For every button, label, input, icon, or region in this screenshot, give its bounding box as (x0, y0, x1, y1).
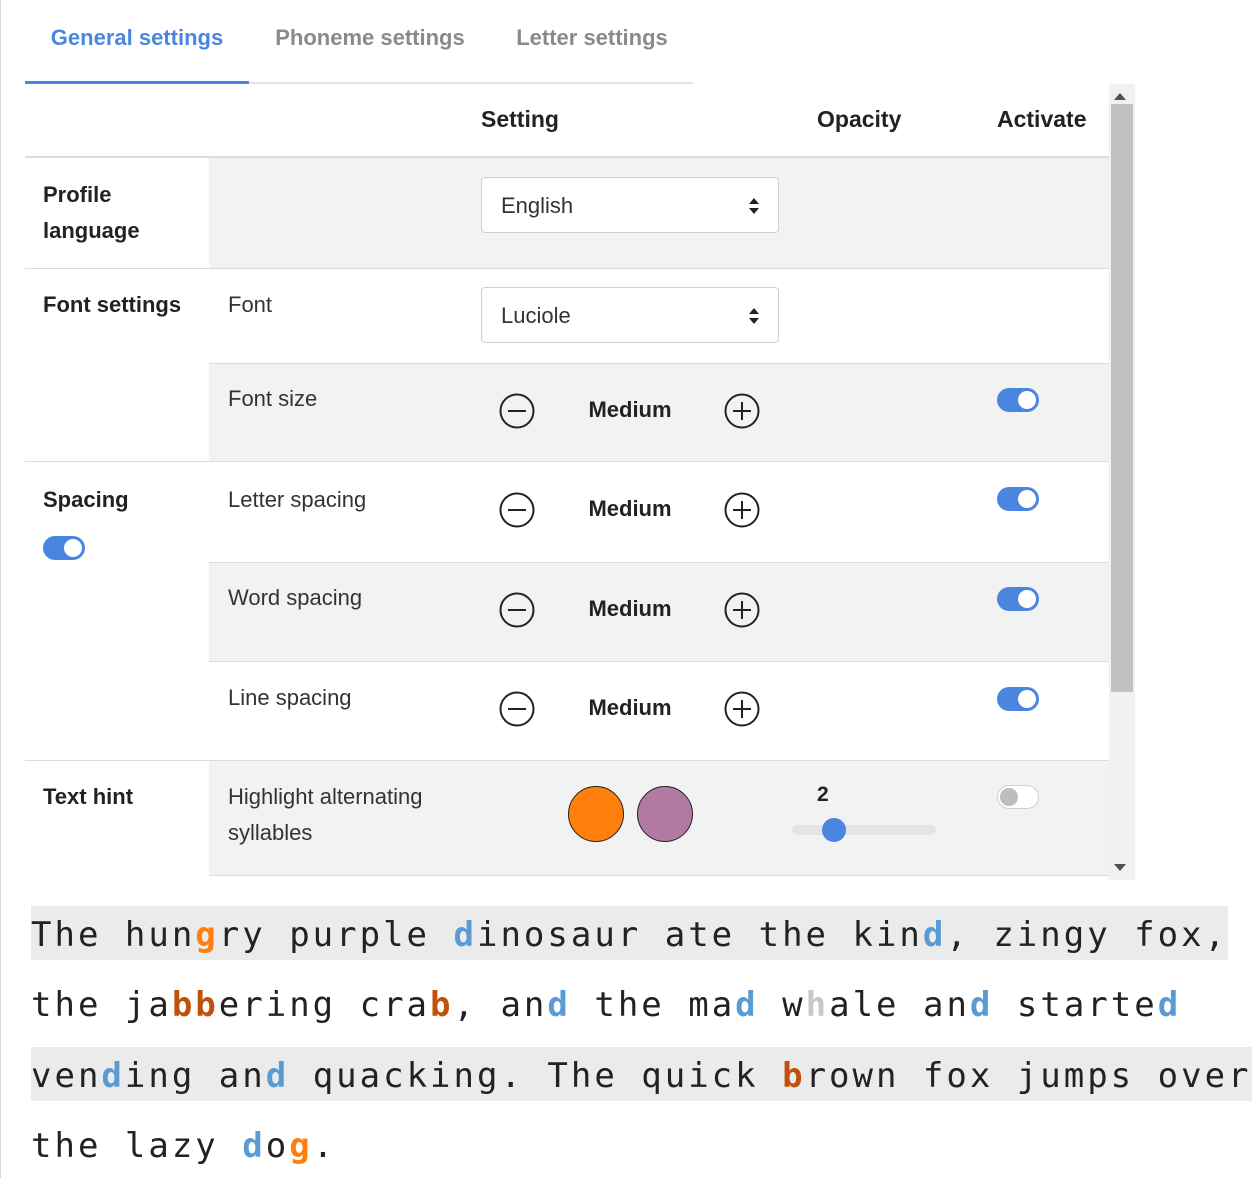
preview-text: starte (993, 985, 1158, 1025)
preview-text: quacking. The quick (289, 1056, 783, 1096)
profile-language-label: Profile language (43, 182, 140, 243)
highlighted-letter: h (805, 985, 830, 1025)
preview-text: ry purple (218, 915, 454, 955)
left-border (0, 0, 1, 1178)
preview-text: w (758, 985, 806, 1025)
line-spacing-label: Line spacing (228, 685, 352, 710)
letter-spacing-toggle[interactable] (997, 487, 1039, 511)
word-spacing-toggle[interactable] (997, 587, 1039, 611)
font-size-label: Font size (228, 386, 318, 411)
preview-text: o (265, 1126, 290, 1166)
preview-text: The hun (31, 915, 196, 955)
select-arrows-icon (748, 197, 760, 215)
select-arrows-icon (748, 307, 760, 325)
font-size-toggle[interactable] (997, 388, 1039, 412)
highlighted-letter: g (289, 1126, 313, 1166)
highlighted-letter: b (430, 985, 454, 1025)
highlighted-letter: g (195, 915, 219, 955)
font-size-increase-icon[interactable] (724, 393, 760, 429)
highlighted-letter: d (265, 1056, 290, 1096)
highlighted-letter: d (101, 1056, 125, 1096)
highlight-syllables-toggle[interactable] (997, 785, 1039, 809)
preview-text: ven (31, 1056, 102, 1096)
highlight-syllables-label: Highlight alternating syllables (228, 784, 423, 845)
font-value: Luciole (501, 303, 571, 328)
word-spacing-decrease-icon[interactable] (499, 592, 535, 628)
line-spacing-value: Medium (588, 695, 672, 720)
highlighted-letter: d (1157, 985, 1182, 1025)
tab-letter-settings[interactable]: Letter settings (516, 25, 668, 50)
preview-text: ering cra (218, 985, 431, 1025)
highlighted-letter: d (453, 915, 477, 955)
preview-line (31, 906, 1228, 960)
font-label: Font (228, 292, 273, 317)
header-setting: Setting (481, 106, 559, 132)
preview-line (31, 1047, 1252, 1101)
scrollbar-thumb[interactable] (1111, 104, 1133, 692)
syllable-color-2[interactable] (637, 786, 693, 842)
highlighted-letter: bb (171, 985, 219, 1025)
line-spacing-toggle[interactable] (997, 687, 1039, 711)
row-profile-language (25, 158, 1109, 268)
highlighted-letter: d (735, 985, 759, 1025)
preview-text: ale an (829, 985, 970, 1025)
spacing-label: Spacing (43, 487, 129, 512)
font-size-value: Medium (588, 397, 672, 422)
table-header (25, 84, 1109, 158)
preview-text: the lazy (31, 1126, 243, 1166)
highlighted-letter: d (242, 1126, 266, 1166)
row-spacing (25, 461, 1109, 761)
row-font-settings (25, 268, 1109, 462)
line-spacing-decrease-icon[interactable] (499, 691, 535, 727)
word-spacing-value: Medium (588, 596, 672, 621)
letter-spacing-increase-icon[interactable] (724, 492, 760, 528)
preview-text: the ma (570, 985, 736, 1025)
header-opacity: Opacity (817, 106, 902, 132)
word-spacing-increase-icon[interactable] (724, 592, 760, 628)
tab-phoneme-settings[interactable]: Phoneme settings (275, 25, 465, 50)
preview-text: rown fox jumps over (805, 1056, 1252, 1096)
opacity-slider-thumb[interactable] (822, 818, 846, 842)
tab-general-settings[interactable]: General settings (25, 0, 249, 82)
highlighted-letter: d (922, 915, 947, 955)
preview-text: inosaur ate the kin (476, 915, 923, 955)
highlighted-letter: d (969, 985, 994, 1025)
highlighted-letter: b (782, 1056, 806, 1096)
scroll-down-icon[interactable] (1114, 864, 1126, 871)
letter-spacing-label: Letter spacing (228, 487, 367, 512)
settings-table (25, 84, 1109, 880)
opacity-value: 2 (817, 783, 829, 806)
letter-spacing-decrease-icon[interactable] (499, 492, 535, 528)
syllable-color-1[interactable] (568, 786, 624, 842)
word-spacing-label: Word spacing (228, 585, 363, 610)
header-activate: Activate (997, 106, 1087, 132)
settings-tabs (25, 0, 693, 84)
highlighted-letter: d (547, 985, 571, 1025)
preview-text: , an (453, 985, 548, 1025)
font-size-decrease-icon[interactable] (499, 393, 535, 429)
letter-spacing-value: Medium (588, 496, 672, 521)
text-hint-label: Text hint (43, 784, 134, 809)
scroll-up-icon[interactable] (1114, 93, 1126, 100)
preview-text: , zingy fox, (946, 915, 1229, 955)
preview-text: ing an (124, 1056, 266, 1096)
profile-language-value: English (501, 193, 574, 218)
opacity-slider[interactable] (792, 825, 936, 835)
preview-line (31, 976, 1181, 1030)
line-spacing-increase-icon[interactable] (724, 691, 760, 727)
font-settings-label: Font settings (43, 292, 182, 317)
preview-line (31, 1117, 336, 1171)
preview-text: the ja (31, 985, 172, 1025)
preview-text: . (312, 1126, 337, 1166)
row-text-hint (25, 760, 1109, 881)
spacing-master-toggle[interactable] (43, 536, 85, 560)
font-select[interactable] (481, 287, 779, 343)
profile-language-select[interactable] (481, 177, 779, 233)
